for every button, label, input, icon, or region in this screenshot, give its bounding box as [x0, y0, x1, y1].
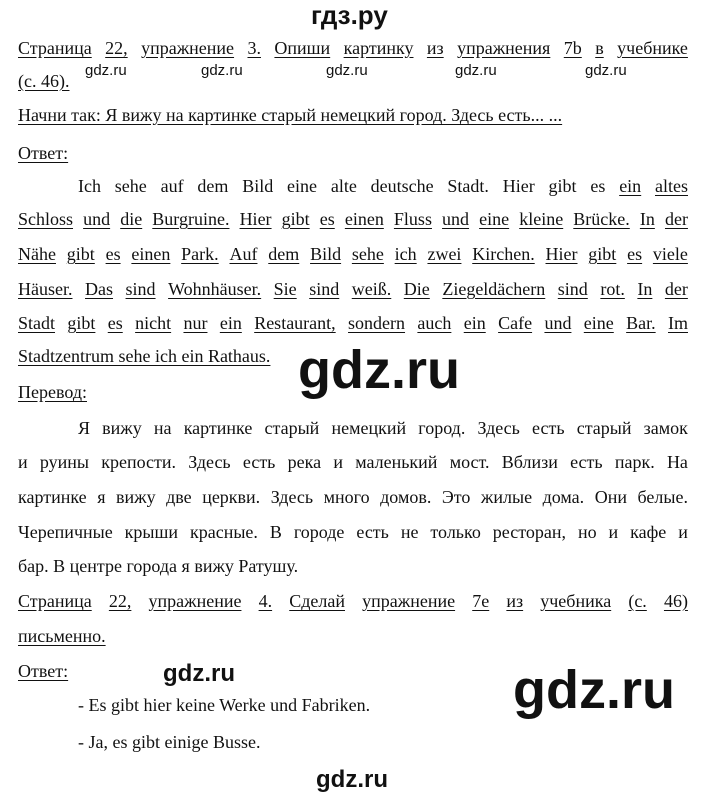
translation-line — [18, 451, 688, 473]
word: В — [269, 522, 282, 542]
word: Bild — [310, 244, 342, 264]
word: In — [637, 279, 653, 299]
word: Park. — [181, 244, 219, 264]
word: 46) — [663, 591, 688, 611]
word: gibt — [548, 176, 577, 196]
word: и — [608, 522, 619, 542]
task3-hint: Начни так: Я вижу на картинке старый немецкий город. Здесь есть... ... — [18, 105, 563, 125]
word: sind — [309, 279, 340, 299]
word: картинке — [183, 418, 253, 438]
word: gibt — [281, 209, 310, 229]
word: Im — [668, 313, 688, 333]
watermark-small: gdz.ru — [85, 62, 127, 79]
word: Fluss — [393, 209, 432, 229]
word: немецкий — [331, 418, 407, 438]
word: и — [678, 522, 688, 542]
word: картинку — [343, 38, 414, 58]
watermark-small: gdz.ru — [326, 62, 368, 79]
word: und — [544, 313, 572, 333]
word: weiß. — [351, 279, 392, 299]
word: Здесь — [477, 418, 520, 438]
word: упражнение — [148, 591, 242, 611]
word: домов. — [380, 487, 432, 507]
word: sind — [125, 279, 156, 299]
word: alte — [330, 176, 357, 196]
word: упражнение — [141, 38, 235, 58]
word: крепости. — [101, 452, 177, 472]
word: Das — [85, 279, 114, 299]
word: из — [506, 591, 524, 611]
word: Hier — [545, 244, 578, 264]
footer-watermark: gdz.ru — [316, 766, 388, 793]
word: Sie — [273, 279, 297, 299]
word: Nähe — [18, 244, 56, 264]
word: Страница — [18, 38, 92, 58]
word: eine — [583, 313, 614, 333]
word: Wohnhäuser. — [168, 279, 262, 299]
word: жилые — [480, 487, 533, 507]
word: Ich — [78, 176, 101, 196]
word: белые. — [637, 487, 688, 507]
word: есть — [532, 418, 565, 438]
word: есть — [242, 452, 276, 472]
word: Stadt — [18, 313, 56, 333]
word: gibt — [588, 244, 617, 264]
word: einen — [344, 209, 384, 229]
translation-line-last: бар. В центре города я вижу Ратушу. — [18, 556, 299, 576]
word: вижу — [116, 487, 156, 507]
word: Здесь — [188, 452, 231, 472]
watermark-small: gdz.ru — [201, 62, 243, 79]
word: дома. — [542, 487, 585, 507]
watermark-medium: gdz.ru — [163, 660, 235, 687]
watermark-big: gdz.ru — [513, 660, 675, 720]
word: старый — [576, 418, 632, 438]
word: и — [18, 452, 28, 472]
word: город. — [418, 418, 466, 438]
word: rot. — [600, 279, 625, 299]
answer-line — [18, 208, 688, 230]
word: церкви. — [202, 487, 261, 507]
word: Hier — [239, 209, 272, 229]
word: Ziegeldächern — [442, 279, 546, 299]
word: es — [590, 176, 606, 196]
watermark-small: gdz.ru — [455, 62, 497, 79]
word: Я — [78, 418, 91, 438]
word: es — [319, 209, 335, 229]
word: Die — [403, 279, 430, 299]
task3-title-line1 — [18, 37, 688, 59]
word: городе — [293, 522, 345, 542]
translation-line — [18, 521, 688, 543]
word: но — [577, 522, 597, 542]
word: Hier — [502, 176, 535, 196]
word: Черепичные — [18, 522, 113, 542]
word: deutsche — [370, 176, 434, 196]
word: из — [426, 38, 444, 58]
word: sondern — [348, 313, 406, 333]
translation-line — [78, 417, 688, 439]
word: Auf — [229, 244, 258, 264]
word: Bar. — [626, 313, 656, 333]
task3-answer-label: Ответ: — [18, 143, 69, 163]
word: es — [627, 244, 643, 264]
word: две — [166, 487, 192, 507]
word: ресторан, — [492, 522, 566, 542]
word: einen — [131, 244, 171, 264]
answer-line — [18, 312, 688, 334]
word: мост. — [449, 452, 490, 472]
word: Kirchen. — [472, 244, 535, 264]
word: In — [639, 209, 655, 229]
word: красные. — [189, 522, 258, 542]
answer-line — [18, 243, 688, 265]
word: gibt — [66, 244, 95, 264]
word: viele — [652, 244, 688, 264]
word: в — [595, 38, 604, 58]
word: und — [442, 209, 470, 229]
word: eine — [479, 209, 510, 229]
word: Restaurant, — [254, 313, 336, 333]
word: есть — [570, 452, 603, 472]
word: ein — [463, 313, 486, 333]
word: (с. — [628, 591, 647, 611]
word: и — [333, 452, 343, 472]
word: Bild — [242, 176, 274, 196]
word: 7b — [563, 38, 582, 58]
word: es — [107, 313, 123, 333]
word: der — [664, 279, 688, 299]
word: я — [97, 487, 106, 507]
word: zwei — [427, 244, 462, 264]
answer-line — [18, 278, 688, 300]
word: sehe — [114, 176, 147, 196]
word: старый — [264, 418, 320, 438]
watermark-small: gdz.ru — [585, 62, 627, 79]
word: упражнения — [457, 38, 551, 58]
answer-line — [78, 175, 688, 197]
word: Häuser. — [18, 279, 73, 299]
word: Они — [594, 487, 627, 507]
translation-line — [18, 486, 688, 508]
word: nur — [183, 313, 208, 333]
word: На — [666, 452, 688, 472]
word: учебнике — [617, 38, 688, 58]
word: ich — [394, 244, 417, 264]
word: крыши — [124, 522, 179, 542]
word: замок — [643, 418, 688, 438]
word: не — [400, 522, 419, 542]
word: Сделай — [289, 591, 345, 611]
word: руины — [39, 452, 89, 472]
word: es — [105, 244, 121, 264]
word: Stadt. — [447, 176, 489, 196]
task4-answer-2: - Ja, es gibt einige Busse. — [78, 732, 261, 752]
word: ein — [219, 313, 242, 333]
word: sind — [557, 279, 588, 299]
word: Schloss — [18, 209, 74, 229]
word: Cafe — [498, 313, 533, 333]
word: die — [120, 209, 143, 229]
answer-line-last: Stadtzentrum sehe ich ein Rathaus. — [18, 346, 271, 366]
word: auch — [417, 313, 452, 333]
word: dem — [197, 176, 229, 196]
word: gibt — [67, 313, 96, 333]
word: Страница — [18, 591, 92, 611]
task4-answer-label: Ответ: — [18, 661, 69, 681]
word: Burgruine. — [152, 209, 230, 229]
word: und — [83, 209, 111, 229]
word: много — [323, 487, 370, 507]
word: ein — [619, 176, 642, 196]
word: sehe — [351, 244, 384, 264]
task3-title-line2: (с. 46). — [18, 71, 70, 91]
word: вижу — [102, 418, 142, 438]
word: Здесь — [270, 487, 314, 507]
word: der — [664, 209, 688, 229]
word: на — [153, 418, 172, 438]
word: dem — [268, 244, 300, 264]
word: auf — [160, 176, 184, 196]
task4-answer-1: - Es gibt hier keine Werke und Fabriken. — [78, 695, 371, 715]
word: 22, — [105, 38, 128, 58]
task4-title-line1 — [18, 590, 688, 612]
word: 3. — [247, 38, 261, 58]
word: только — [430, 522, 481, 542]
word: eine — [287, 176, 318, 196]
word: парк. — [614, 452, 655, 472]
word: Brücke. — [573, 209, 630, 229]
word: есть — [356, 522, 389, 542]
word: 7e — [472, 591, 490, 611]
word: упражнение — [362, 591, 456, 611]
header-watermark: гдз.ру — [311, 0, 388, 30]
word: учебника — [540, 591, 612, 611]
word: 4. — [258, 591, 273, 611]
word: Это — [441, 487, 471, 507]
word: кафе — [630, 522, 667, 542]
translation-label: Перевод: — [18, 382, 87, 402]
word: картинке — [18, 487, 87, 507]
watermark-big: gdz.ru — [298, 340, 460, 400]
word: маленький — [355, 452, 438, 472]
word: Опиши — [274, 38, 331, 58]
word: 22, — [108, 591, 132, 611]
word: kleine — [519, 209, 564, 229]
word: altes — [655, 176, 688, 196]
task4-title-line2: письменно. — [18, 626, 106, 646]
word: Вблизи — [501, 452, 558, 472]
word: nicht — [135, 313, 172, 333]
word: река — [287, 452, 322, 472]
